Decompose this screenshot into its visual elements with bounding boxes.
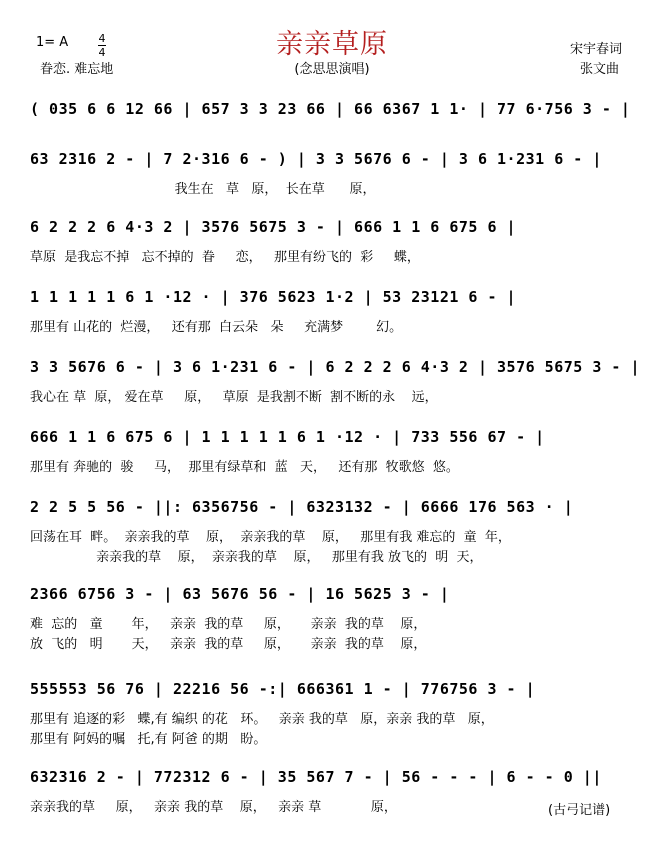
lyric-line: 我心在 草 原， 爱在草 原， 草原 是我割不断 割不断的永 远， — [30, 390, 438, 405]
key-signature: 1= A — [36, 35, 69, 50]
transcriber-credit: (古弓记谱) — [548, 803, 611, 818]
time-signature-bottom: 4 — [98, 46, 106, 59]
notation-row: 555553 56 76 | 22216 56 -:| 666361 1 - | 776756 3 - | — [30, 680, 536, 698]
notation-row: 2 2 5 5 56 - ||: 6356756 - | 6323132 - | 6666 176 563 · | — [30, 498, 574, 516]
singer-credit: (念思思演唱) — [294, 62, 370, 77]
lyric-line: 回荡在耳 畔。 亲亲我的草 原， 亲亲我的草 原， 那里有我 难忘的 童 年， — [30, 530, 511, 545]
notation-row: 63 2316 2 - | 7 2·316 6 - ) | 3 3 5676 6 - | 3 6 1·231 6 - | — [30, 150, 602, 168]
notation-row: 6 2 2 2 6 4·3 2 | 3576 5675 3 - | 666 1 1 6 675 6 | — [30, 218, 517, 236]
notation-row: 1 1 1 1 1 6 1 ·12 · | 376 5623 1·2 | 53 23121 6 - | — [30, 288, 517, 306]
mood-marking: 眷恋. 难忘地 — [40, 62, 114, 77]
lyric-line: 放 飞的 明 天， 亲亲 我的草 原， 亲亲 我的草 原， — [30, 637, 427, 652]
notation-row: ( 035 6 6 12 66 | 657 3 3 23 66 | 66 6367 1 1· | 77 6·756 3 - | — [30, 100, 631, 118]
lyric-line: 那里有 阿妈的嘱 托,有 阿爸 的期 盼。 — [30, 732, 267, 747]
lyric-line: 亲亲我的草 原， 亲亲 我的草 原， 亲亲 草 原， — [30, 800, 397, 815]
notation-row: 3 3 5676 6 - | 3 6 1·231 6 - | 6 2 2 2 6 4·3 2 | 3576 5675 3 - | — [30, 358, 640, 376]
time-signature-top: 4 — [98, 32, 106, 45]
lyric-line: 那里有 奔驰的 骏 马， 那里有绿草和 蓝 天， 还有那 牧歌悠 悠。 — [30, 460, 459, 475]
composer-credit: 张文曲 — [580, 62, 620, 77]
lyric-line: 那里有 山花的 烂漫， 还有那 白云朵 朵 充满梦 幻。 — [30, 320, 403, 335]
song-title: 亲亲草原 — [276, 29, 388, 60]
lyric-line: 草原 是我忘不掉 忘不掉的 眷 恋， 那里有纷飞的 彩 蝶， — [30, 250, 420, 265]
notation-row: 666 1 1 6 675 6 | 1 1 1 1 1 6 1 ·12 · | 733 556 67 - | — [30, 428, 545, 446]
notation-row: 632316 2 - | 772312 6 - | 35 567 7 - | 56 - - - | 6 - - 0 || — [30, 768, 602, 786]
lyric-line: 亲亲我的草 原， 亲亲我的草 原， 那里有我 放飞的 明 天， — [30, 550, 483, 565]
notation-row: 2366 6756 3 - | 63 5676 56 - | 16 5625 3 - | — [30, 585, 450, 603]
lyric-line: 那里有 追逐的彩 蝶,有 编织 的花 环。 亲亲 我的草 原，亲亲 我的草 原， — [30, 712, 494, 727]
lyric-line: 我生在 草 原， 长在草 原， — [30, 182, 376, 197]
lyric-line: 难 忘的 童 年， 亲亲 我的草 原， 亲亲 我的草 原， — [30, 617, 427, 632]
lyricist-credit: 宋宇春词 — [570, 42, 623, 57]
